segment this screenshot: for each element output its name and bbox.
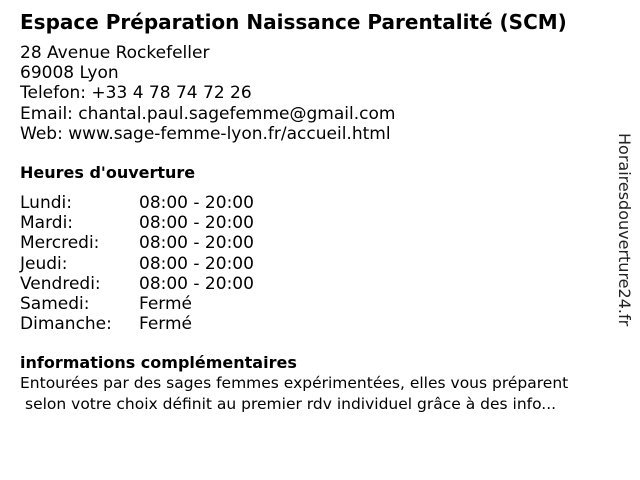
hours-value: 08:00 - 20:00 <box>139 193 254 213</box>
day-label: Lundi: <box>20 193 72 213</box>
email-address: Email: chantal.paul.sagefemme@gmail.com <box>20 103 396 124</box>
hours-value: 08:00 - 20:00 <box>139 213 254 234</box>
additional-info-heading: informations complémentaires <box>20 353 297 372</box>
website-link: Web: www.sage-femme-lyon.fr/accueil.html <box>20 123 391 144</box>
city-postcode: 69008 Lyon <box>20 63 119 84</box>
hours-value: 08:00 - 20:00 <box>139 253 254 274</box>
day-label: Samedi: <box>20 293 90 314</box>
opening-hours-heading: Heures d'ouverture <box>20 163 196 182</box>
street-address: 28 Avenue Rockefeller <box>20 43 210 63</box>
info-text-line: selon votre choix définit au premier rdv individuel grâce à des info... <box>25 395 557 413</box>
hours-value: 08:00 - 20:00 <box>139 273 254 294</box>
additional-info-text <box>20 373 632 415</box>
hours-value: Fermé <box>139 314 193 335</box>
info-text-line: Entourées par des sages femmes expérimentées, elles vous préparent <box>20 374 569 392</box>
day-label: Dimanche: <box>20 314 112 335</box>
phone-number: Telefon: +33 4 78 74 72 26 <box>20 83 252 104</box>
day-label: Mardi: <box>20 213 74 234</box>
day-label: Mercredi: <box>20 233 100 254</box>
day-label: Vendredi: <box>20 273 101 294</box>
day-label: Jeudi: <box>20 253 68 274</box>
hours-value: 08:00 - 20:00 <box>139 233 254 254</box>
site-watermark: Horairesdouverture24.fr <box>615 133 634 327</box>
contact-block <box>20 43 395 144</box>
hours-value: Fermé <box>139 293 193 314</box>
business-name: Espace Préparation Naissance Parentalité (SCM) <box>20 10 567 34</box>
